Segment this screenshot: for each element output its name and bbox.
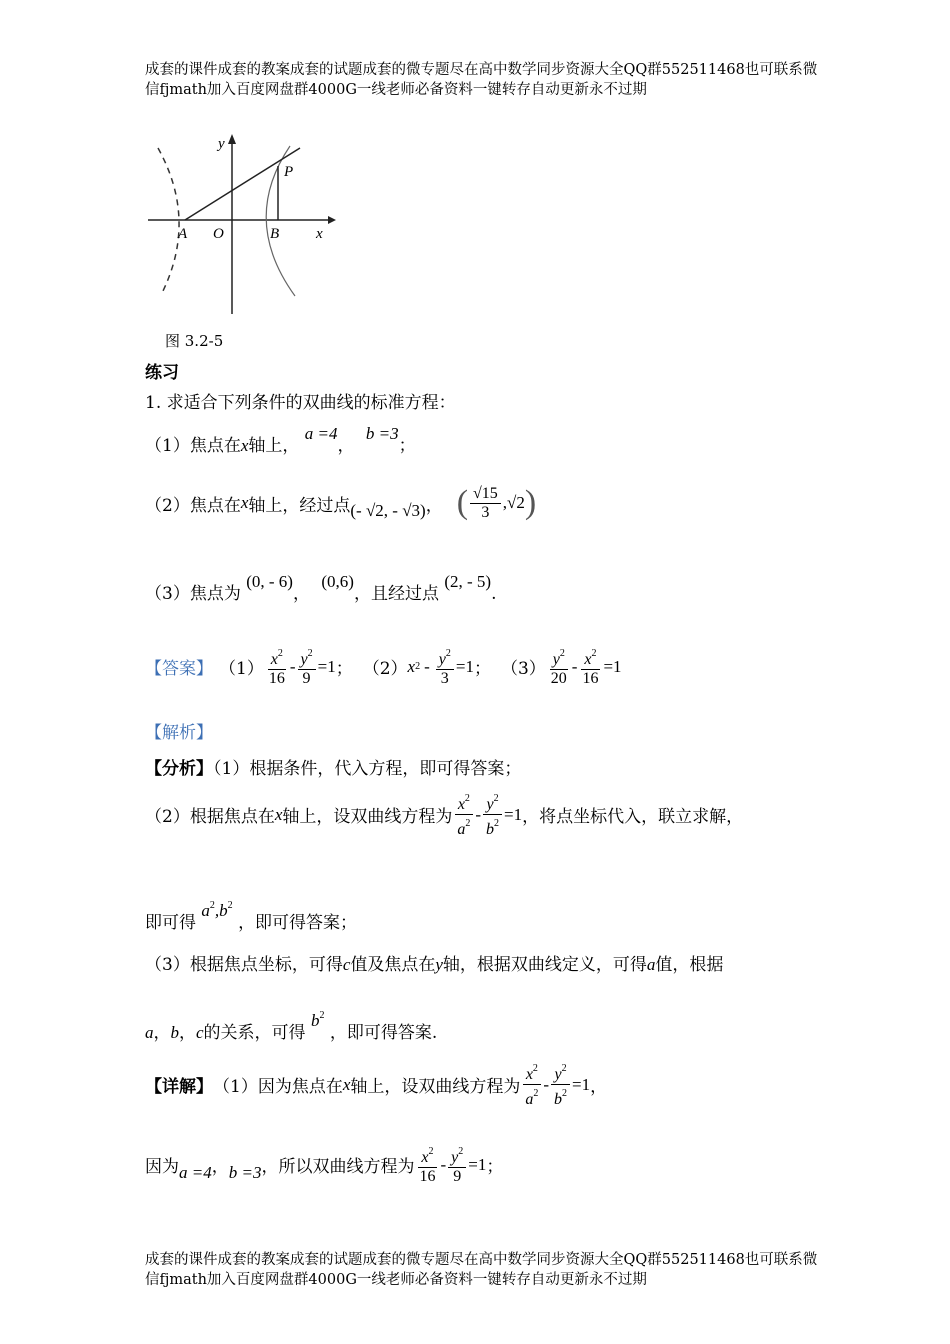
footer-line-2: 信fjmath加入百度网盘群4000G一线老师必备资料一键转存自动更新永不过期: [145, 1272, 647, 1288]
header-line-1: 成套的课件成套的教案成套的试题成套的微专题尽在高中数学同步资源大全QQ群552511468也可联系微: [145, 62, 818, 78]
section-title: 练习: [145, 363, 179, 383]
y-axis-arrow: [228, 134, 236, 144]
analysis-p1: 【分析】（1）根据条件，代入方程，即可得答案；: [145, 759, 522, 779]
question-intro: 1. 求适合下列条件的双曲线的标准方程：: [145, 393, 456, 413]
question-3: （3）焦点为 (0, - 6)， (0,6)，且经过点 (2, - 5).: [145, 572, 497, 604]
line-ap: [185, 148, 300, 220]
analysis-label: 【解析】: [145, 723, 213, 743]
label-b: B: [270, 226, 280, 242]
analysis-p3-cont: a，b，c的关系，可得 $b^2$ ，即可得答案.: [145, 1010, 438, 1043]
label-a: A: [178, 226, 188, 242]
answer-line: 【答案】 （1） $\frac{x^2}{16}$ - $\frac{y^2}{9}$ =1 ； （2） x 2 - $\frac{y^2}{3}$ =1 ； （3） $\frac{y^2}{20}$ - $\frac{x^2}{16}$ =1: [145, 645, 622, 688]
label-o: O: [213, 226, 224, 242]
question-2: （2） 焦点在 x 轴上，经过点 (- √2, - √3) ， ( $\frac{√15}{3}$ ,√2 ): [145, 484, 537, 521]
question-1: （1）焦点在x轴上， a =4， b =3；: [145, 424, 416, 456]
footer-line-1: 成套的课件成套的教案成套的试题成套的微专题尽在高中数学同步资源大全QQ群552511468也可联系微: [145, 1252, 818, 1268]
detail-p2: 因为 a =4 ， b =3 ，所以双曲线方程为 $\frac{x^2}{16}$ - $\frac{y^2}{9}$ =1 ；: [145, 1143, 503, 1186]
label-x: x: [316, 226, 323, 242]
figure-caption: 图 3.2-5: [165, 332, 224, 350]
x-axis-arrow: [328, 216, 336, 224]
hyperbola-figure: [140, 128, 340, 318]
header-line-2: 信fjmath加入百度网盘群4000G一线老师必备资料一键转存自动更新永不过期: [145, 82, 647, 98]
analysis-p2: （2）根据焦点在 x 轴上，设双曲线方程为 $\frac{x^2}{a^2}$ - $\frac{y^2}{b^2}$ =1 ，将点坐标代入，联立求解，: [145, 790, 743, 839]
detail-p1: 【详解】 （1）因为焦点在 x 轴上，设双曲线方程为 $\frac{x^2}{a^2}$ - $\frac{y^2}{b^2}$ =1 ，: [145, 1060, 607, 1109]
analysis-p2-cont: 即可得 $a^2,b^2$ ，即可得答案；: [145, 900, 358, 933]
analysis-p3: （3）根据焦点坐标，可得c值及焦点在y轴，根据双曲线定义，可得a值，根据: [145, 955, 724, 975]
label-p: P: [284, 164, 294, 180]
label-y: y: [218, 136, 225, 152]
